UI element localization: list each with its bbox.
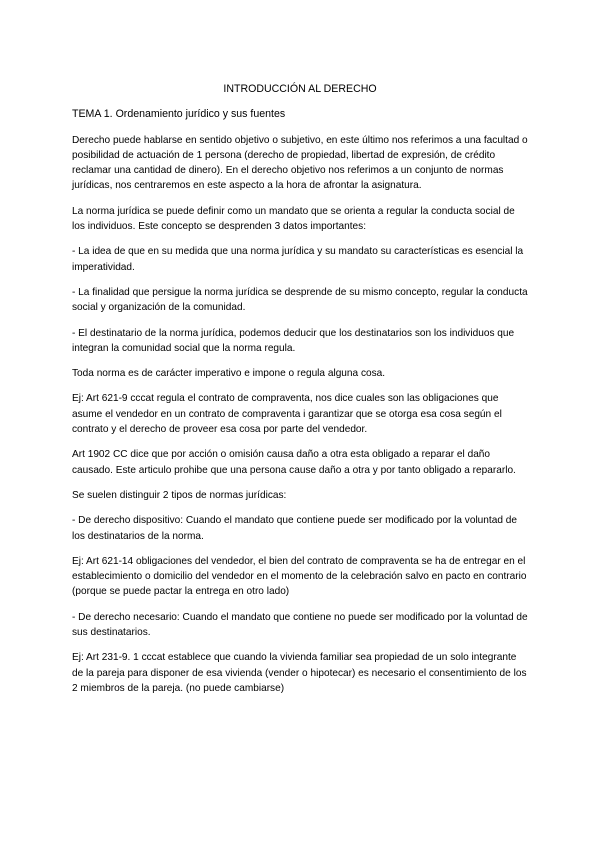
paragraph-imperatividad: - La idea de que en su medida que una norma jurídica y su mandato su características es esencial la imperatividad. bbox=[72, 246, 524, 273]
document-title: INTRODUCCIÓN AL DERECHO bbox=[223, 83, 377, 95]
document-page bbox=[72, 82, 528, 706]
paragraph-art-1902: Art 1902 CC dice que por acción o omisión causa daño a otra esta obligado a reparar el daño causado. Este articulo prohibe que una persona cause daño a otra y por tanto obligado a repararlo. bbox=[72, 449, 516, 476]
paragraph-derecho-necesario: - De derecho necesario: Cuando el mandato que contiene no puede ser modificado por la voluntad de sus destinatarios. bbox=[72, 611, 528, 639]
paragraph-caracter-imperativo: Toda norma es de carácter imperativo e impone o regula alguna cosa. bbox=[72, 368, 386, 380]
paragraph-tipos-normas: Se suelen distinguir 2 tipos de normas jurídicas: bbox=[72, 489, 287, 501]
theme-heading: TEMA 1. Ordenamiento jurídico y sus fuentes bbox=[72, 108, 286, 121]
paragraph-ejemplo-art-621-14: Ej: Art 621-14 obligaciones del vendedor, el bien del contrato de compraventa se ha de entregar en el establecimiento o domicilio del vendedor en el momento de la celebración salvo en pacto en contrario (porque se puede pactar la entrega en otro lado) bbox=[72, 555, 527, 598]
paragraph-destinatario: - El destinatario de la norma jurídica, podemos deducir que los destinatarios son los individuos que integran la comunidad social que la norma regula. bbox=[72, 327, 515, 354]
paragraph-ejemplo-art-231-9: Ej: Art 231-9. 1 cccat establece que cuando la vivienda familiar sea propiedad de un solo integrante de la pareja para disponer de esa vivienda (vender o hipotecar) es necesario el consentimiento de los 2 miembros de la pareja. (no puede cambiarse) bbox=[72, 652, 527, 694]
paragraph-norma-juridica-definicion: La norma jurídica se puede definir como un mandato que se orienta a regular la conducta social de los individuos. Este concepto se desprenden 3 datos importantes: bbox=[72, 205, 515, 233]
paragraph-derecho-objetivo-subjetivo: Derecho puede hablarse en sentido objetivo o subjetivo, en este último nos referimos a una facultad o posibilidad de actuación de 1 persona (derecho de propiedad, libertad de expresión, de crédito reclamar una cantidad de dinero). En el derecho objetivo nos referimos a un conjunto de normas jurídicas, nos centraremos en este aspecto a la hora de afrontar la asignatura. bbox=[72, 134, 528, 192]
paragraph-finalidad: - La finalidad que persigue la norma jurídica se desprende de su mismo concepto, regular la conducta social y organización de la comunidad. bbox=[72, 286, 528, 314]
paragraph-ejemplo-art-621-9: Ej: Art 621-9 cccat regula el contrato de compraventa, nos dice cuales son las obligaciones que asume el vendedor en un contrato de compraventa i garantizar que se otorga esa cosa según el contrato y el derecho de proveer esa cosa por parte del vendedor. bbox=[72, 393, 502, 436]
paragraph-derecho-dispositivo: - De derecho dispositivo: Cuando el mandato que contiene puede ser modificado por la voluntad de los destinatarios de la norma. bbox=[72, 515, 517, 542]
